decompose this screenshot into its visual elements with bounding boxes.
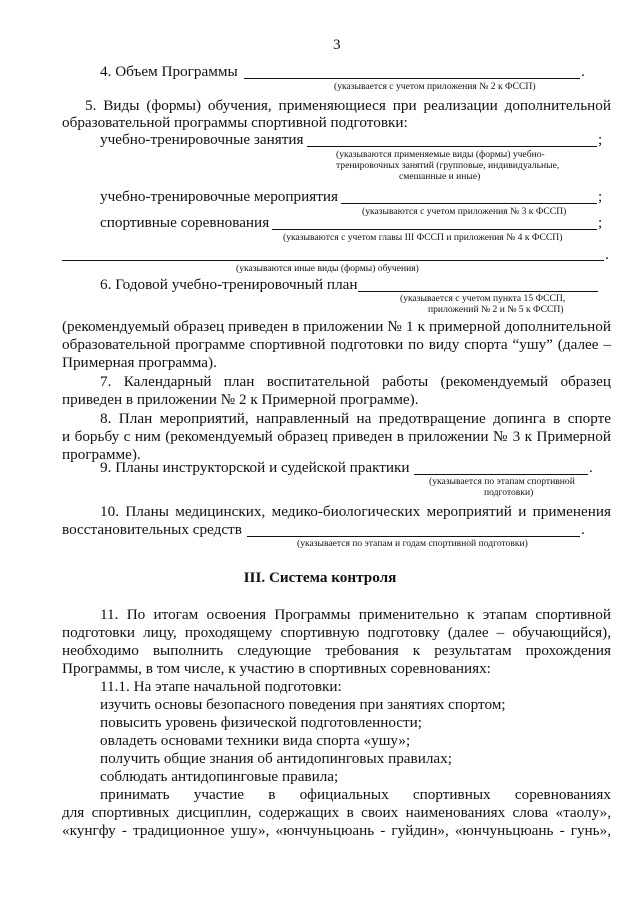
- item-5b-end: ;: [598, 188, 603, 205]
- item-5a-end: ;: [598, 131, 603, 148]
- item-5c-end: ;: [598, 214, 603, 231]
- item-5c-blank-line: [272, 229, 597, 230]
- item-5b-note: (указываются с учетом приложения № 3 к ФССП): [362, 206, 567, 217]
- item-5d-blank-line: [62, 260, 604, 261]
- item-4-label: 4. Объем Программы: [100, 63, 238, 80]
- item-5c-label: спортивные соревнования: [100, 214, 270, 231]
- item-6-note-2: приложений № 2 и № 5 к ФССП): [428, 304, 564, 315]
- item-6-blank-line: [358, 291, 598, 292]
- p11-1-heading: 11.1. На этапе начальной подготовки:: [100, 678, 342, 695]
- item-6-line-1: (рекомендуемый образец приведен в приложении № 1 к примерной дополнительной: [62, 318, 611, 335]
- item-5c-note: (указываются с учетом главы III ФССП и приложения № 4 к ФССП): [283, 232, 563, 243]
- item-7-line-1: 7. Календарный план воспитательной работы (рекомендуемый образец: [100, 373, 611, 390]
- p11-line-2: подготовки лицу, проходящему спортивную подготовку (далее – обучающийся),: [62, 624, 611, 641]
- item-7-line-2: приведен в приложении № 2 к Примерной программе).: [62, 391, 419, 408]
- section-title: III. Система контроля: [243, 569, 397, 586]
- item-9-label: 9. Планы инструкторской и судейской практики: [100, 459, 410, 476]
- item-4-end: .: [581, 63, 585, 80]
- item-10-note: (указывается по этапам и годам спортивной подготовки): [297, 538, 528, 549]
- item-9-note-2: подготовки): [484, 487, 534, 498]
- requirement-5: соблюдать антидопинговые правила;: [100, 768, 339, 785]
- requirement-1: изучить основы безопасного поведения при занятиях спортом;: [100, 696, 506, 713]
- item-5a-blank-line: [307, 146, 597, 147]
- item-8-line-3: программе).: [62, 446, 141, 463]
- item-10-blank-line: [247, 536, 580, 537]
- item-5-line-2: образовательной программы спортивной подготовки:: [62, 114, 408, 131]
- item-8-line-1: 8. План мероприятий, направленный на предотвращение допинга в спорте: [100, 410, 611, 427]
- item-8-line-2: и борьбу с ним (рекомендуемый образец приведен в приложении № 3 к Примерной: [62, 428, 611, 445]
- item-10-label: восстановительных средств: [62, 521, 242, 538]
- item-5b-label: учебно-тренировочные мероприятия: [100, 188, 338, 205]
- item-5-line-1: 5. Виды (формы) обучения, применяющиеся при реализации дополнительной: [85, 97, 611, 114]
- p11-line-3: необходимо выполнить следующие требования к результатам прохождения: [62, 642, 611, 659]
- item-5a-label: учебно-тренировочные занятия: [100, 131, 304, 148]
- item-9-note-1: (указывается по этапам спортивной: [429, 476, 575, 487]
- item-6-line-3: Примерная программа).: [62, 354, 217, 371]
- item-5a-note-1: (указываются применяемые виды (формы) учебно-: [336, 149, 545, 160]
- item-5d-note: (указываются иные виды (формы) обучения): [236, 263, 419, 274]
- item-9-blank-line: [414, 474, 588, 475]
- item-5a-note-2: тренировочных занятий (групповые, индивидуальные,: [336, 160, 560, 171]
- requirement-2: повысить уровень физической подготовленности;: [100, 714, 423, 731]
- page-number: 3: [333, 36, 341, 53]
- p11-line-4: Программы, в том числе, к участию в спортивных соревнованиях:: [62, 660, 491, 677]
- item-4-blank-line: [244, 78, 580, 79]
- requirement-6-line-2: для спортивных дисциплин, содержащих в своих наименованиях слова «таолу»,: [62, 804, 611, 821]
- item-10-end: .: [581, 521, 585, 538]
- requirement-6-line-1: принимать участие в официальных спортивных соревнованиях: [100, 786, 611, 803]
- item-5a-note-3: смешанные и иные): [399, 171, 481, 182]
- item-9-end: .: [589, 459, 593, 476]
- item-6-label: 6. Годовой учебно-тренировочный план: [100, 276, 358, 293]
- item-6-note-1: (указывается с учетом пункта 15 ФССП,: [400, 293, 566, 304]
- item-5d-end: .: [605, 246, 609, 263]
- item-6-line-2: образовательной программе спортивной подготовки по виду спорта “ушу” (далее –: [62, 336, 611, 353]
- requirement-3: овладеть основами техники вида спорта «ушу»;: [100, 732, 411, 749]
- requirement-4: получить общие знания об антидопинговых правилах;: [100, 750, 452, 767]
- requirement-6-line-3: «кунгфу - традиционное ушу», «юнчуньцюань - гуйдин», «юнчуньцюань - гунь»,: [62, 822, 611, 839]
- item-10-line-1: 10. Планы медицинских, медико-биологических мероприятий и применения: [100, 503, 611, 520]
- p11-line-1: 11. По итогам освоения Программы применительно к этапам спортивной: [100, 606, 611, 623]
- item-5b-blank-line: [341, 203, 597, 204]
- item-4-note: (указывается с учетом приложения № 2 к ФССП): [334, 81, 536, 92]
